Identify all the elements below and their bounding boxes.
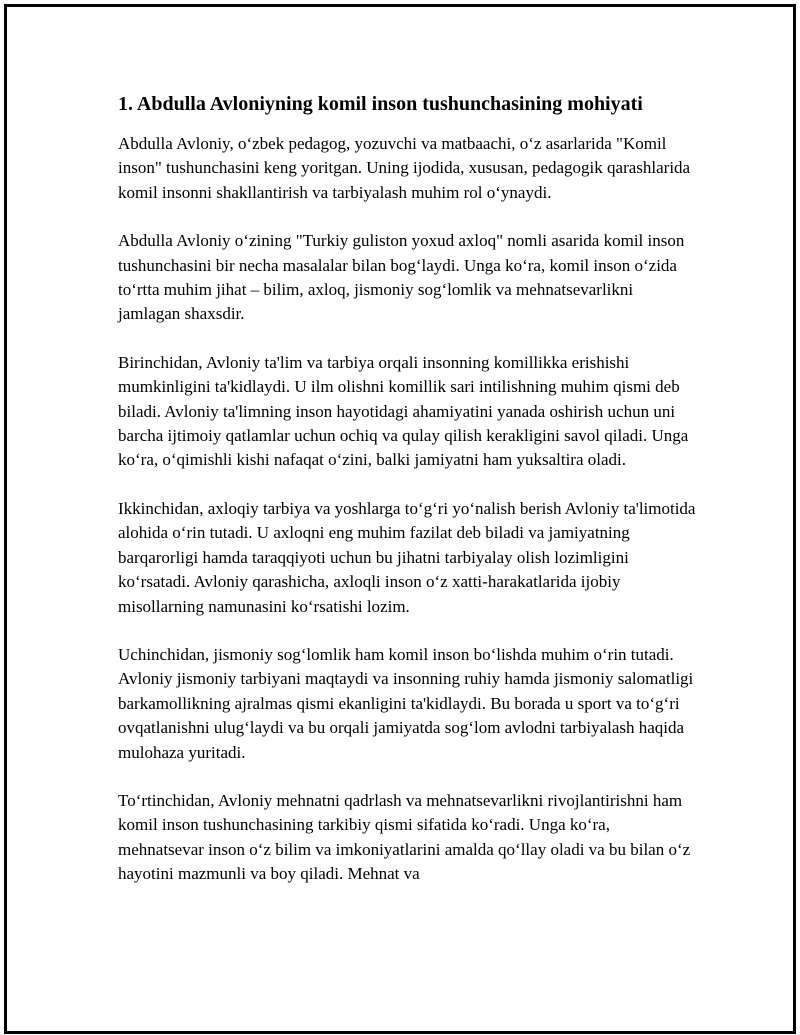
paragraph-second-morality: Ikkinchidan, axloqiy tarbiya va yoshlarga to‘g‘ri yo‘nalish berish Avloniy ta'limotida alohida o‘rin tutadi. U axloqni eng muhim fazilat deb biladi va jamiyatning barqarorligi hamda taraqqiyoti uchun bu jihatni tarbiyalay olish lozimligini ko‘rsatadi. Avloniy qarashicha, axloqli inson o‘z xatti-harakatlarida ijobiy misollarning namunasini ko‘rsatishi lozim. bbox=[118, 498, 696, 616]
section-heading: 1. Abdulla Avloniyning komil inson tushunchasining mohiyati bbox=[118, 93, 643, 115]
paragraph-intro: Abdulla Avloniy, o‘zbek pedagog, yozuvchi va matbaachi, o‘z asarlarida "Komil inson" tushunchasini keng yoritgan. Uning ijodida, xususan, pedagogik qarashlarida komil insonni shakllantirish va tarbiyalash muhim rol o‘ynaydi. bbox=[118, 134, 691, 202]
paragraph-fourth-labor: To‘rtinchidan, Avloniy mehnatni qadrlash va mehnatsevarlikni rivojlantirishni ham komil inson tushunchasining tarkibiy qismi sifatida ko‘radi. Unga ko‘ra, mehnatsevar inson o‘z bilim va imkoniyatlarini amalda qo‘llay oladi va bu bilan o‘z hayotini mazmunli va boy qiladi. Mehnat va bbox=[118, 790, 691, 884]
paragraph-third-health: Uchinchidan, jismoniy sog‘lomlik ham komil inson bo‘lishda muhim o‘rin tutadi. Avloniy jismoniy tarbiyani maqtaydi va insonning ruhiy hamda jismoniy salomatligi barkamollikning ajralmas qismi ekanligini ta'kidlaydi. Bu borada u sport va to‘g‘ri ovqatlanishni ulug‘laydi va bu orqali jamiyatda sog‘lom avlodni tarbiyalash haqida mulohaza yuritadi. bbox=[118, 644, 694, 762]
paragraph-four-aspects: Abdulla Avloniy o‘zining "Turkiy guliston yoxud axloq" nomli asarida komil inson tushunchasini bir necha masalalar bilan bog‘laydi. Unga ko‘ra, komil inson o‘zida to‘rtta muhim jihat – bilim, axloq, jismoniy sog‘lomlik va mehnatsevarlikni jamlagan shaxsdir. bbox=[118, 231, 685, 324]
paragraph-first-education: Birinchidan, Avloniy ta'lim va tarbiya orqali insonning komillikka erishishi mumkinligini ta'kidlaydi. U ilm olishni komillik sari intilishning muhim qismi deb biladi. Avloniy ta'limning inson hayotidagi ahamiyatini yanada oshirish uchun uni barcha ijtimoiy qatlamlar uchun ochiq va qulay qilish kerakligini savol qiladi. Unga ko‘ra, o‘qimishli kishi nafaqat o‘zini, balki jamiyatni ham yuksaltira oladi. bbox=[118, 352, 689, 470]
document-body bbox=[118, 90, 698, 911]
